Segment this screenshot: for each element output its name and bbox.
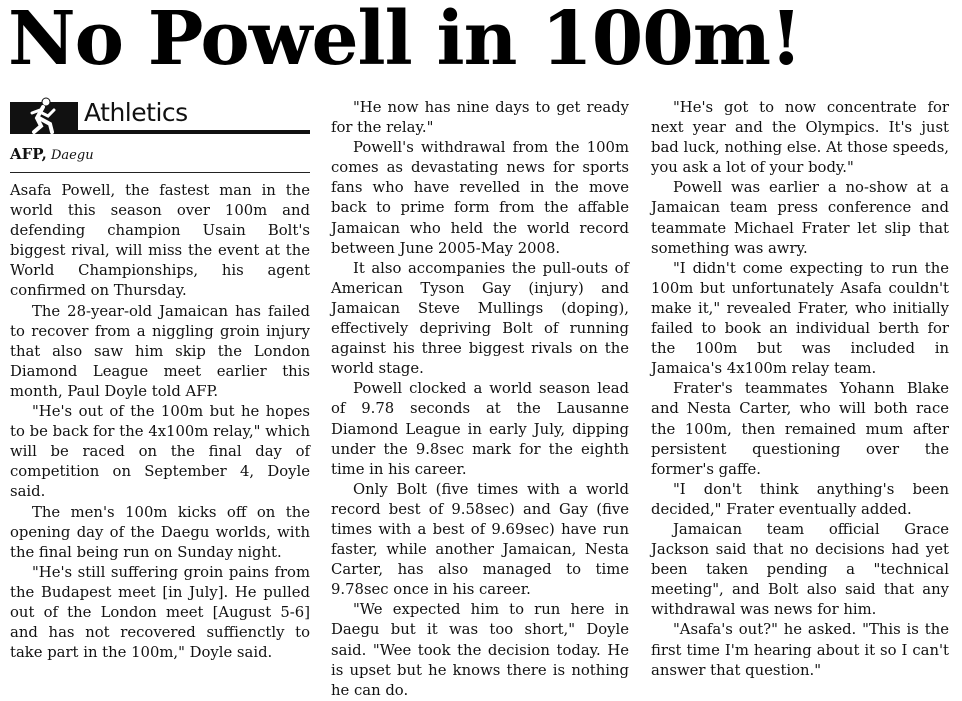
headline: No Powell in 100m! <box>8 0 802 82</box>
paragraph: The 28-year-old Jamaican has failed to recover from a niggling groin injury that also saw him skip the London Diamond League meet earlier this month, Paul Doyle told AFP. <box>10 302 310 400</box>
paragraph: "He's got to now concentrate for next year and the Olympics. It's just bad luck, nothing else. At those speeds, you ask a lot of your body." <box>651 99 949 177</box>
paragraph: Powell was earlier a no-show at a Jamaican team press conference and teammate Michael Frater let slip that something was awry. <box>651 179 949 257</box>
byline <box>10 144 310 173</box>
paragraph: "He's out of the 100m but he hopes to be back for the 4x100m relay," which will be raced on the final day of competition on September 4, Doyle said. <box>10 403 310 501</box>
section-label: Athletics <box>84 98 188 127</box>
article-column-2 <box>331 98 629 701</box>
paragraph: "I don't think anything's been decided," Frater eventually added. <box>651 480 949 518</box>
paragraph: It also accompanies the pull-outs of American Tyson Gay (injury) and Jamaican Steve Mullings (doping), effectively depriving Bolt of running against his three biggest rivals on the world stage. <box>331 259 629 378</box>
paragraph: Asafa Powell, the fastest man in the world this season over 100m and defending champion Usain Bolt's biggest rival, will miss the event at the World Championships, his agent confirmed on Thursday. <box>10 182 310 300</box>
runner-icon <box>10 102 78 130</box>
paragraph: Jamaican team official Grace Jackson said that no decisions had yet been taken pending a "technical meeting", and Bolt also said that any withdrawal was news for him. <box>651 520 949 619</box>
article-column-1 <box>10 96 310 663</box>
section-header <box>10 96 310 134</box>
article-column-3 <box>651 98 949 681</box>
byline-agency: AFP, <box>10 145 47 163</box>
paragraph: "He's still suffering groin pains from the Budapest meet [in July]. He pulled out of the London meet [August 5-6] and has not recovered suffienctly to take part in the 100m," Doyle said. <box>10 563 310 662</box>
paragraph: The men's 100m kicks off on the opening day of the Daegu worlds, with the final being run on Sunday night. <box>10 503 310 561</box>
paragraph: "I didn't come expecting to run the 100m but unfortunately Asafa couldn't make it," revealed Frater, who initially failed to book an individual berth for the 100m but was included in Jamaica's 4x100m relay team. <box>651 259 949 378</box>
paragraph: "He now has nine days to get ready for the relay." <box>331 99 629 137</box>
paragraph: Only Bolt (five times with a world record best of 9.58sec) and Gay (five times with a best of 9.69sec) have run faster, while another Jamaican, Nesta Carter, has also managed to time 9.78sec once in his career. <box>331 480 629 599</box>
paragraph: Powell's withdrawal from the 100m comes as devastating news for sports fans who have revelled in the move back to prime form from the affable Jamaican who held the world record between June 2005-May 2008. <box>331 139 629 257</box>
paragraph: "We expected him to run here in Daegu but it was too short," Doyle said. "Wee took the decision today. He is upset but he knows there is nothing he can do. <box>331 601 629 699</box>
paragraph: "Asafa's out?" he asked. "This is the first time I'm hearing about it so I can't answer that question." <box>651 621 949 679</box>
byline-place: Daegu <box>51 148 94 163</box>
paragraph: Frater's teammates Yohann Blake and Nesta Carter, who will both race the 100m, then remained mum after persistent questioning over the former's gaffe. <box>651 380 949 478</box>
paragraph: Powell clocked a world season lead of 9.78 seconds at the Lausanne Diamond League in early July, dipping under the 9.8sec mark for the eighth time in his career. <box>331 380 629 478</box>
